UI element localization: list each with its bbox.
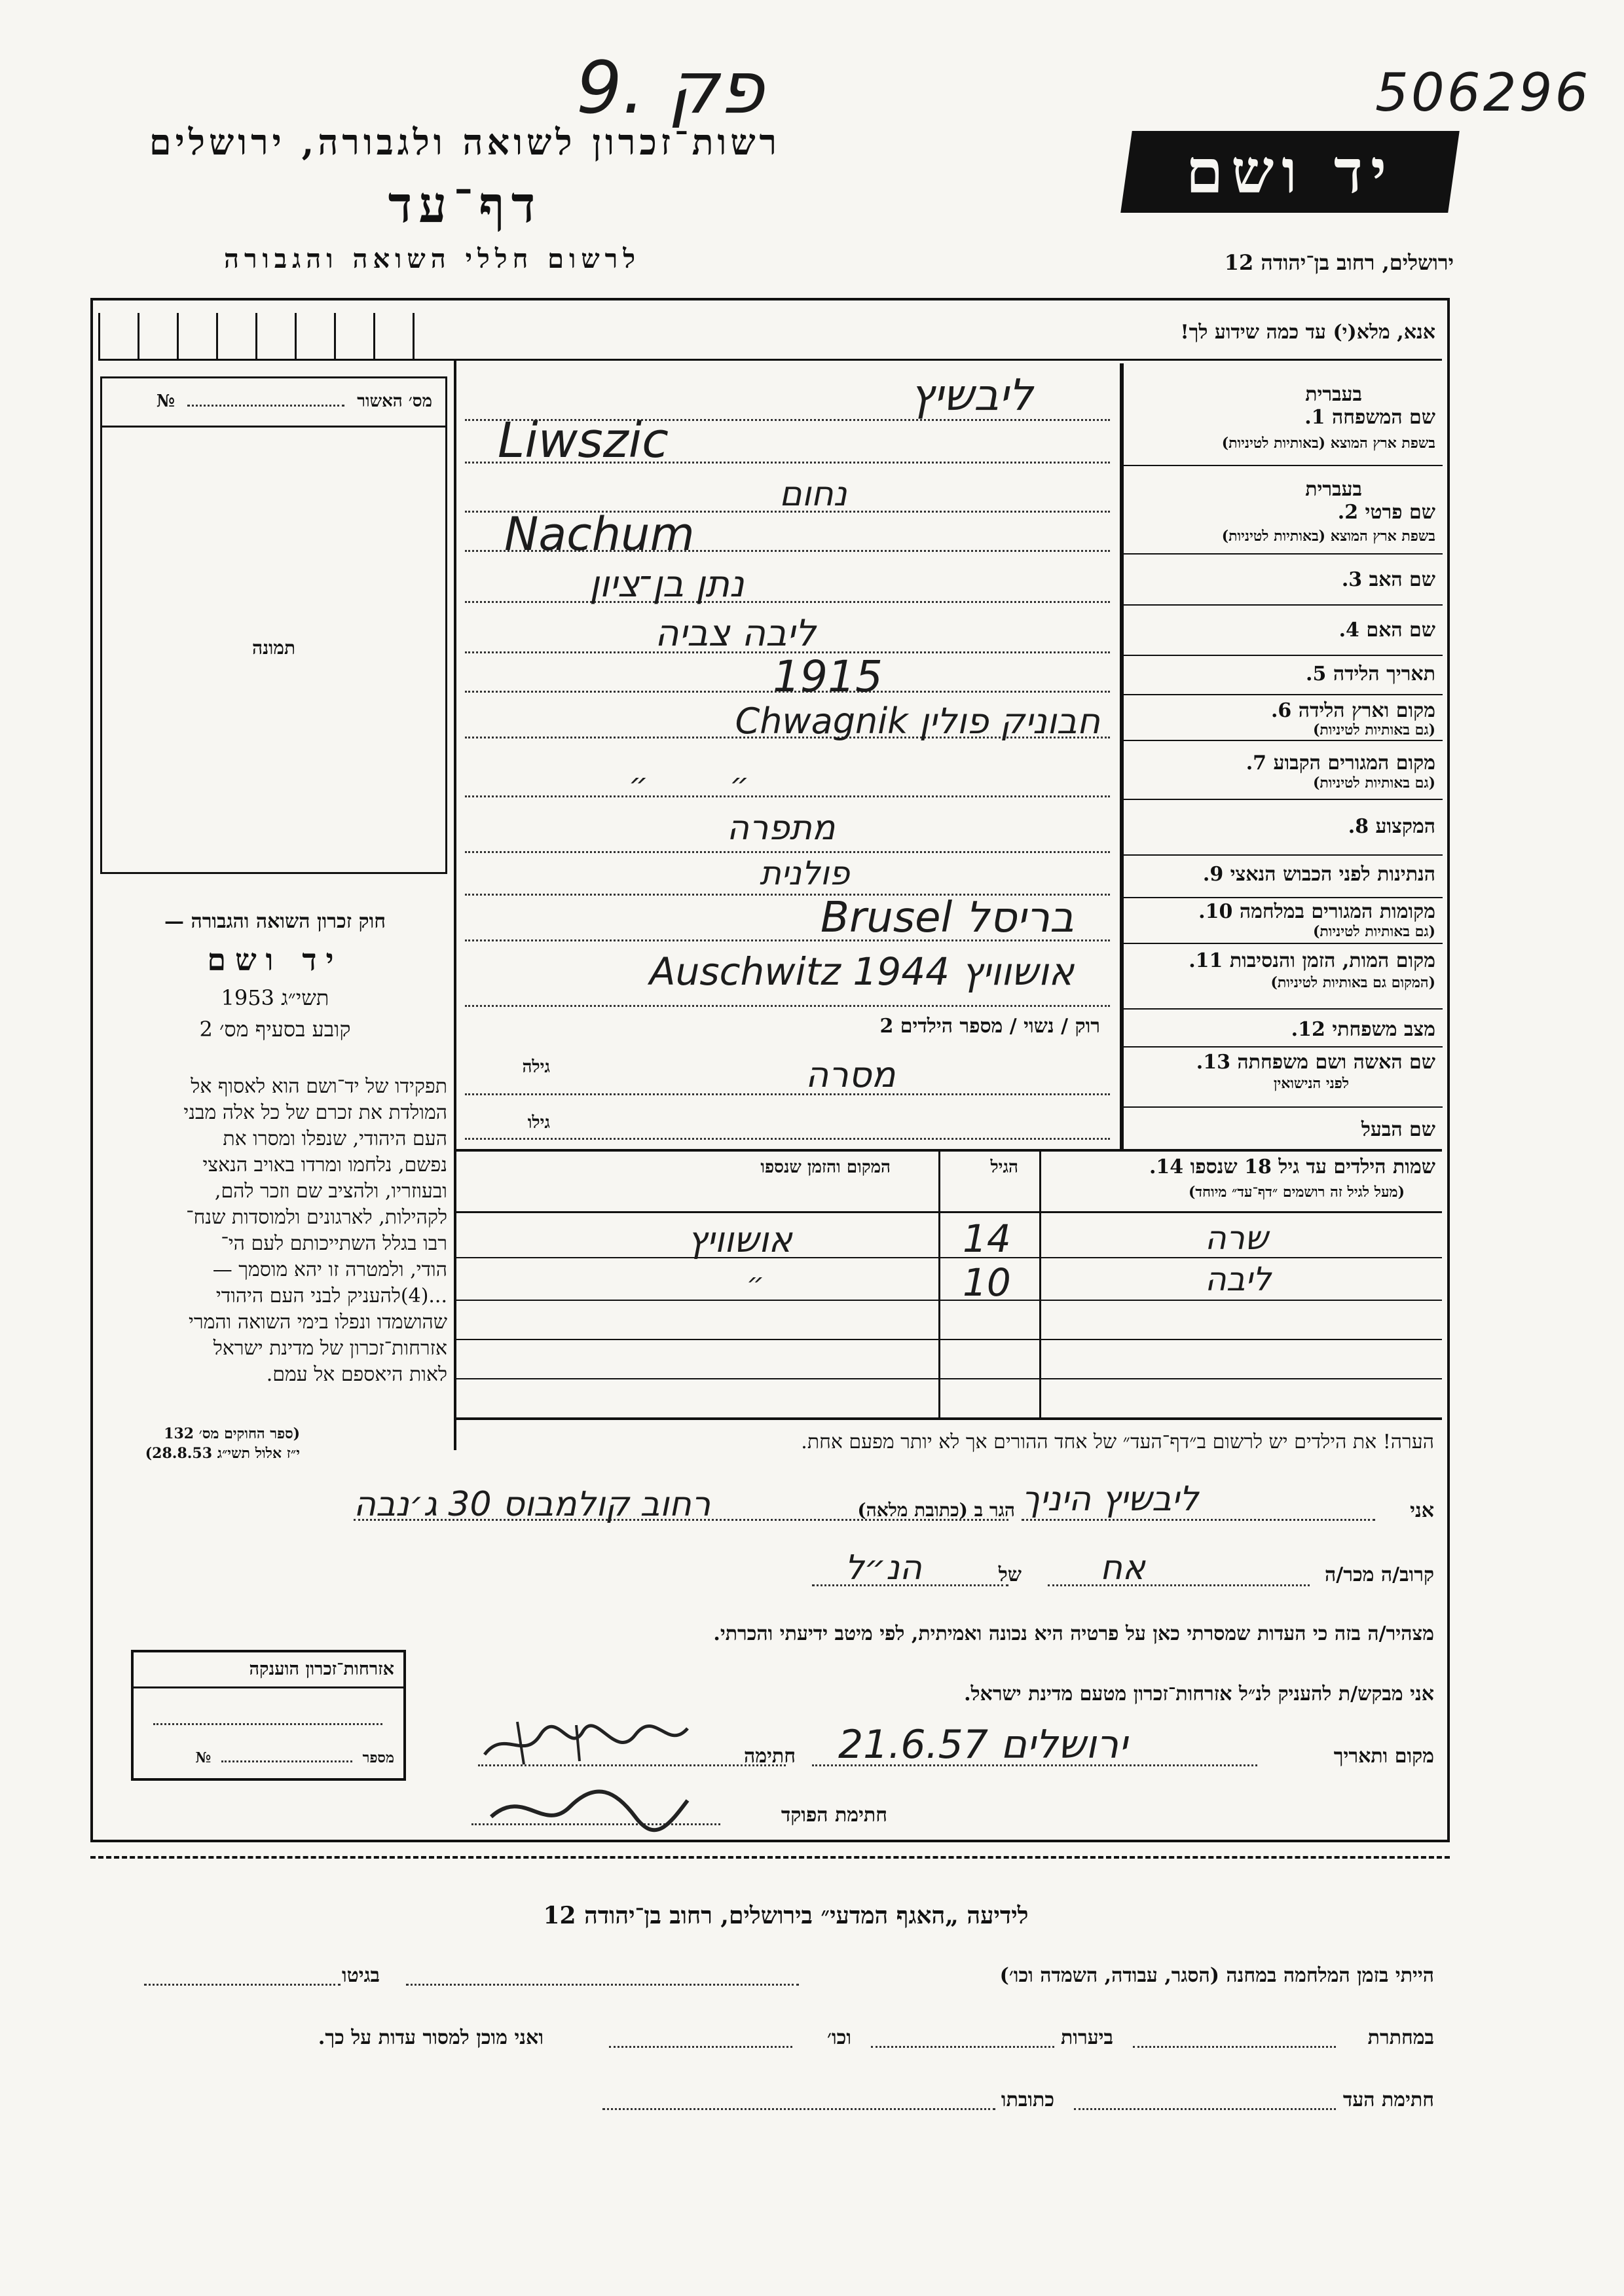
signature-label: חתימה — [744, 1745, 796, 1768]
field-1-latin-value: Liwszic — [498, 412, 669, 469]
of-value: הנ״ל — [845, 1548, 922, 1588]
address: ירושלים, רחוב בן־יהודה 12 — [1224, 250, 1454, 275]
field-8-num: 8. — [1348, 815, 1369, 838]
field-12-value: רוק / נשוי / מספר הילדים 2 — [879, 1015, 1100, 1038]
declarant-address: רחוב קולמבוס 30 ג׳נבה — [354, 1485, 711, 1524]
declarant-i-label: אני — [1410, 1499, 1434, 1522]
field-13-label-text: שם האשה ושם משפחתה — [1237, 1051, 1435, 1074]
field-1-sub: בשפת ארץ המוצא (באותיות לטיניות) — [1221, 435, 1435, 452]
law-title: חוק זכרון השואה והגבורה — — [164, 910, 386, 933]
field-11-num: 11. — [1189, 949, 1223, 972]
field-9-num: 9. — [1202, 863, 1224, 886]
field-6-label-text: מקום וארץ הלידה — [1298, 699, 1435, 722]
field-11-sub: (המקום גם באותיות לטיניות) — [1270, 974, 1435, 991]
children-sub: (מעל לגיל זה רושמים ״דף־עד״ מיוחד) — [1188, 1184, 1405, 1201]
field-13-age-label: גילה — [522, 1057, 550, 1077]
field-1-label-text: שם המשפחה — [1331, 406, 1435, 429]
field-2-lang: בעברית — [1305, 478, 1362, 501]
field-13-sub: לפני הנישואין — [1273, 1075, 1349, 1092]
relative-value: אח — [1100, 1548, 1145, 1588]
children-label-text: שמות הילדים עד גיל 18 שנספו — [1190, 1156, 1435, 1178]
footer-line3-b: כתובתו — [1001, 2088, 1054, 2111]
field-6-sub: (גם באותיות לטיניות) — [1312, 721, 1435, 738]
field-7-value: ״ ״ — [629, 766, 749, 801]
memorial-citizenship-box — [131, 1650, 406, 1781]
declarant-signature — [478, 1715, 694, 1768]
official-signature-label: חתימת הפוקד — [781, 1804, 887, 1827]
field-2-num: 2. — [1337, 501, 1359, 524]
field-8-value: מתפרה — [727, 809, 836, 848]
field-13-num: 13. — [1196, 1051, 1230, 1074]
children-label — [1149, 1156, 1435, 1178]
child-1-place: אושוויץ — [688, 1219, 792, 1260]
field-3-label-text: שם האב — [1369, 568, 1435, 591]
field-2-sub: בשפת ארץ המוצא (באותיות לטיניות) — [1221, 528, 1435, 545]
authority-name: רשות־זכרון לשואה ולגבורה, ירושלים — [149, 121, 781, 163]
law-line: ובעוזריו, ולהציב שם וזכר להם, — [214, 1180, 447, 1203]
footer-line1-b: בגיטו — [341, 1964, 380, 1987]
field-2-latin-value: Nachum — [504, 507, 695, 561]
field-9-label — [1203, 863, 1435, 886]
field-10-label-text: מקומות המגורים במלחמה — [1239, 900, 1435, 923]
photo-box — [100, 376, 447, 874]
children-num: 14. — [1149, 1156, 1184, 1178]
tick-boxes — [98, 313, 452, 361]
law-text — [103, 1074, 447, 1388]
memorial-box-mark: № — [195, 1749, 212, 1766]
field-3-value: נתן בן־ציון — [589, 563, 745, 606]
law-line: הודי, ולמטרה זו יהא מוסמך — — [212, 1258, 447, 1281]
field-3-label — [1342, 568, 1435, 591]
law-line: שהושמדו ונפלו בימי השואה והמרי — [188, 1311, 447, 1334]
footer-line3-a: חתימת העד — [1342, 2088, 1434, 2111]
field-1-hebrew-value: ליבשיץ — [910, 370, 1033, 420]
law-line: המולדת את זכרם של כל אלה מבני — [183, 1101, 447, 1124]
place-date-value: ירושלים 21.6.57 — [838, 1722, 1128, 1768]
footer-line2-a: במחתרת — [1367, 2026, 1434, 2049]
field-10-sub: (גם באותיות לטיניות) — [1312, 923, 1435, 940]
declarant-name: ליבשיץ היניך — [1022, 1480, 1199, 1519]
field-5-value: 1915 — [773, 651, 883, 702]
field-1-label — [1304, 406, 1435, 429]
law-line: ...(4)להעניק לבני העם היהודי — [215, 1285, 447, 1307]
memorial-box-title: אזרחות־זכרון הוענקה — [249, 1659, 394, 1679]
law-line: העם היהודי, שנפלו ומסרו את — [223, 1127, 447, 1150]
child-2-name: ליבה — [1205, 1260, 1272, 1298]
field-4-num: 4. — [1338, 619, 1359, 642]
field-6-value: חבוניק פולין Chwagnik — [735, 701, 1100, 742]
field-2-label-text: שם פרטי — [1365, 501, 1435, 524]
field-7-sub: (גם באותיות לטיניות) — [1312, 774, 1435, 792]
law-line: לאות היאספם אל עמם. — [266, 1363, 447, 1386]
law-line: תפקידו של יד־ושם הוא לאסוף אל — [191, 1075, 447, 1098]
husband-label: שם הבעל — [1361, 1118, 1435, 1141]
field-11-label-text: מקום המות, הזמן והנסיבות — [1229, 949, 1435, 972]
field-10-value: בריסל Brusel — [821, 894, 1074, 942]
cert-no-mark: № — [156, 392, 175, 411]
request-text: אני מבקש/ת להעניק לנ״ל אזרחות־זכרון מטעם מדינת ישראל. — [964, 1683, 1434, 1705]
place-date-label: מקום ותאריך — [1333, 1745, 1434, 1768]
field-13-value: מסרה — [805, 1054, 896, 1095]
logo-text: יד ושם — [1185, 136, 1395, 207]
law-line: לקהילות, לארגונים ולמוסדות שנח־ — [186, 1206, 447, 1229]
archive-number: 506296 — [1375, 62, 1591, 123]
child-2-age: 10 — [963, 1260, 1011, 1305]
handwritten-file-mark: 9. פק — [576, 46, 764, 130]
law-ref-line: (ספר החוקים מס׳ 132 — [164, 1425, 300, 1442]
child-1-age: 14 — [963, 1216, 1011, 1261]
field-7-num: 7. — [1246, 752, 1267, 774]
law-reference — [103, 1424, 300, 1463]
field-8-label-text: המקצוע — [1375, 815, 1435, 838]
law-panel — [98, 910, 452, 1042]
field-6-num: 6. — [1270, 699, 1292, 722]
field-10-num: 10. — [1198, 900, 1233, 923]
field-11-value: אושוויץ 1944 Auschwitz — [649, 949, 1074, 994]
footer-line2-c: וכו׳ — [827, 2026, 851, 2049]
field-4-value: ליבה צביה — [655, 612, 816, 655]
form-title: דף־עד — [388, 175, 542, 234]
law-line: נפשם, נלחמו ומרדו באויב הנאצי — [202, 1154, 447, 1176]
field-4-label — [1339, 619, 1435, 642]
field-1-lang: בעברית — [1305, 383, 1362, 406]
footer-title: לידיעה „האגף המדעי״ בירושלים, רחוב בן־יהודה 12 — [543, 1902, 1029, 1929]
memorial-box-number: מספר — [362, 1749, 394, 1766]
field-6-label — [1271, 699, 1435, 722]
child-1-name: שרה — [1205, 1219, 1268, 1257]
children-col-place: המקום והזמן שנספו — [760, 1157, 891, 1177]
law-year: תשי״ג 1953 — [221, 985, 329, 1010]
field-2-hebrew-value: נחום — [779, 475, 847, 514]
field-12-num: 12. — [1291, 1018, 1325, 1041]
footer-line2-d: ואני מוכן למסור עדות על כך. — [318, 2026, 544, 2049]
cert-no-label: מס׳ האשור — [357, 392, 432, 411]
field-12-label-text: מצב משפחתי — [1332, 1018, 1435, 1041]
field-4-label-text: שם האם — [1366, 619, 1435, 642]
child-2-place: ״ — [747, 1267, 765, 1299]
field-12-label — [1291, 1018, 1435, 1041]
law-ref-line: י״ז אלול תשי״ג 28.8.53) — [145, 1445, 300, 1462]
of-label: של — [998, 1563, 1022, 1586]
declarant-address-label: הגר ב (כתובת מלאה) — [857, 1499, 1015, 1521]
yad-vashem-logo — [1120, 131, 1460, 213]
declaration-text: מצהיר/ה בזה כי העדות שמסרתי כאן על פרטיה היא נכונה ואמיתית, לפי מיטב ידיעתי והכרתי. — [713, 1622, 1434, 1645]
field-2-label — [1338, 501, 1435, 524]
field-3-num: 3. — [1341, 568, 1363, 591]
official-signature — [485, 1781, 694, 1836]
law-line: רבו בגלל השתייכותם לעם הי־ — [221, 1232, 447, 1255]
field-5-label-text: תאריך הלידה — [1333, 663, 1435, 685]
relative-label: קרוב/ה מכר/ה — [1325, 1563, 1434, 1586]
law-section: קובע בסעיף מס׳ 2 — [199, 1017, 351, 1042]
children-col-age: הגיל — [990, 1157, 1018, 1177]
field-5-label — [1306, 663, 1435, 685]
field-7-label-text: מקום המגורים הקבוע — [1273, 752, 1435, 774]
field-5-num: 5. — [1306, 663, 1327, 685]
form-subtitle: לרשום חללי השואה והגבורה — [223, 244, 641, 274]
field-10-label — [1198, 900, 1435, 923]
field-1-num: 1. — [1304, 406, 1325, 429]
law-line: אזרחות־זכרון של מדינת ישראל — [213, 1337, 447, 1360]
field-9-value: פולנית — [760, 854, 850, 892]
footer-line2-b: ביערות — [1060, 2026, 1113, 2049]
field-9-label-text: הנתינות לפני הכבוש הנאצי — [1230, 863, 1435, 886]
field-11-label — [1189, 949, 1435, 972]
field-7-label — [1246, 752, 1435, 774]
field-8-label — [1348, 815, 1435, 838]
law-logo: יד ושם — [207, 942, 343, 977]
footer-line1-a: הייתי בזמן המלחמה במחנה (הסגר, עבודה, השמדה וכו׳) — [999, 1964, 1434, 1987]
photo-label: תמונה — [251, 637, 296, 659]
husband-age-label: גילו — [527, 1113, 550, 1133]
intro-text: אנא, מלא(י) עד כמה שידוע לך! — [1180, 321, 1435, 344]
children-note: הערה! את הילדים יש לרשום ב״דף־העד״ של אחד ההורים אך לא יותר מפעם אחת. — [801, 1430, 1434, 1453]
field-13-label — [1196, 1051, 1435, 1074]
